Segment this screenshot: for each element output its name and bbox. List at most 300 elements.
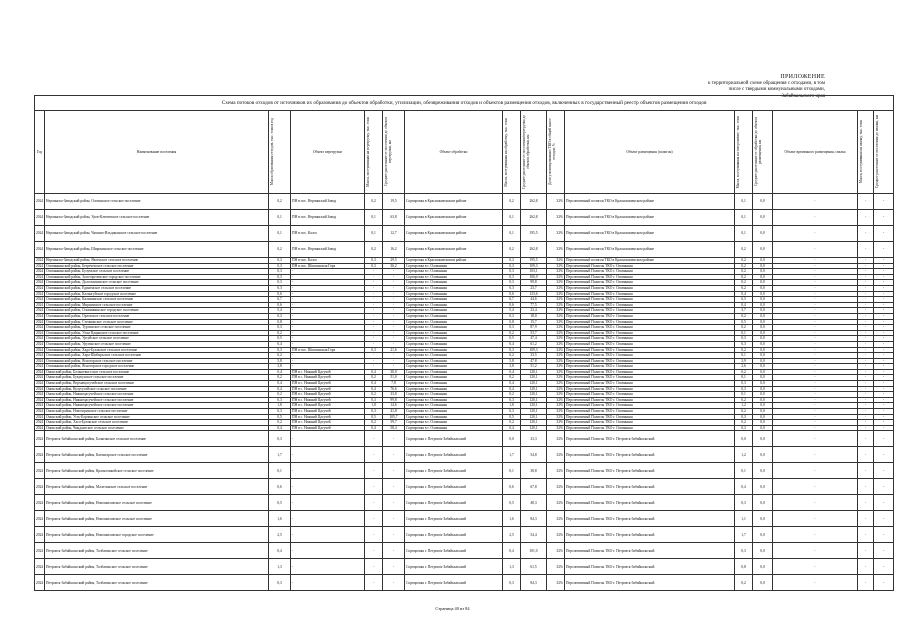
- cell-settlement: Ононский район, Чиндантское сельское поселение: [45, 425, 269, 431]
- cell-ddist: -: [874, 392, 894, 398]
- cell-tdist: -: [383, 358, 405, 364]
- cell-year: 2024: [36, 258, 44, 262]
- cell-tmass: 0,3: [365, 347, 383, 353]
- cell-ldist: 0,0: [753, 210, 773, 226]
- column-header: [858, 111, 874, 194]
- cell-year: 2024: [36, 341, 44, 346]
- cell-share: 32%: [547, 375, 565, 381]
- cell-dump: -: [773, 347, 858, 353]
- cell-ldist: 0,0: [753, 291, 773, 297]
- cell-settlement: Оловяннинский район, Степнинское сельское поселение: [45, 319, 269, 325]
- cell-transfer: -: [291, 559, 365, 575]
- table-row: [35, 463, 894, 479]
- cell-smass: 1,8: [503, 403, 521, 409]
- cell-dump: -: [773, 291, 858, 297]
- cell-ldist: 0,0: [753, 280, 773, 286]
- cell-share: 32%: [547, 341, 565, 347]
- cell-dump: -: [773, 431, 858, 447]
- cell-tmass: -: [365, 297, 383, 303]
- cell-transfer: -: [291, 575, 365, 591]
- cell-share: 32%: [547, 358, 565, 364]
- cell-smass: 0,4: [503, 381, 521, 387]
- cell-ldist: 0,0: [753, 397, 773, 403]
- cell-sorting: Сортировка в г. Оловянная: [405, 297, 503, 303]
- cell-dmass: -: [858, 285, 874, 291]
- cell-sdist: 61,2: [521, 341, 547, 347]
- cell-share: 32%: [547, 291, 565, 297]
- cell-dump: -: [773, 420, 858, 426]
- cell-tdist: -: [383, 280, 405, 286]
- cell-landfill: Перспективный Полигон ТКО г. Петровск-Забайкальский: [565, 479, 735, 495]
- cell-smass: 0,6: [503, 479, 521, 495]
- cell-settlement: Оловяннинский район, Единенское сельское поселение: [45, 285, 269, 291]
- cell-dmass: -: [858, 347, 874, 353]
- cell-smass: 0,1: [503, 463, 521, 479]
- cell-year: 2024: [36, 420, 44, 425]
- cell-sdist: 18,0: [521, 313, 547, 319]
- cell-lmass: 0,2: [735, 285, 753, 291]
- cell-dmass: -: [858, 511, 874, 527]
- cell-dump: -: [773, 425, 858, 431]
- cell-sorting: Сортировка в г. Оловянная: [405, 364, 503, 370]
- cell-dump: -: [773, 226, 858, 242]
- cell-tmass: 0,2: [365, 194, 383, 210]
- cell-ldist: 0,0: [753, 319, 773, 325]
- cell-landfill: Перспективный Полигон ТКО г. Петровск-Забайкальский: [565, 527, 735, 543]
- column-header-label: Масса, поступившая на перегрузку, тыс. тонн: [366, 117, 370, 187]
- cell-settlement: Петровск-Забайкальский район, Толбагинское сельское поселение: [45, 559, 269, 575]
- cell-mass: 1,6: [269, 511, 291, 527]
- cell-tmass: -: [365, 463, 383, 479]
- cell-settlement: Ононский район, Усть-Борзинское сельское поселение: [45, 414, 269, 420]
- cell-transfer: -: [291, 325, 365, 331]
- cell-tdist: 41,8: [383, 409, 405, 415]
- cell-year: 2024: [35, 226, 45, 242]
- cell-settlement: Оловяннинский район, Хара-Шибирьское сельское поселение: [45, 353, 269, 359]
- table-row: [35, 226, 894, 242]
- table-row: [35, 242, 894, 258]
- cell-dump: -: [773, 313, 858, 319]
- cell-transfer: -: [291, 358, 365, 364]
- cell-dump: -: [773, 319, 858, 325]
- cell-tmass: -: [365, 511, 383, 527]
- cell-settlement: Оловяннинский район, Безреченское сельское поселение: [45, 263, 269, 269]
- cell-mass: 0,4: [269, 386, 291, 392]
- cell-tdist: 51,0: [383, 375, 405, 381]
- cell-settlement: Оловяннинский район, Уртуйское сельское поселение: [45, 336, 269, 342]
- cell-year: 2024: [36, 336, 44, 341]
- cell-transfer: ПН в пос. Нерчинский Завод: [291, 210, 365, 226]
- header-line-2: числе с твердыми коммунальными отходами,: [728, 87, 825, 92]
- cell-tdist: -: [383, 447, 405, 463]
- cell-sorting: Сортировка в г. Оловянная: [405, 403, 503, 409]
- cell-dump: -: [773, 397, 858, 403]
- cell-mass: 0,2: [269, 392, 291, 398]
- column-header: [565, 111, 735, 194]
- cell-tmass: -: [365, 353, 383, 359]
- cell-dmass: -: [858, 226, 874, 242]
- cell-share: 32%: [547, 543, 565, 559]
- cell-settlement: Нерчинско-Заводский район, Олочинское сельское поселение: [45, 194, 269, 210]
- cell-sdist: 51,2: [521, 364, 547, 370]
- cell-dmass: -: [858, 263, 874, 269]
- cell-ldist: 0,0: [753, 258, 773, 264]
- cell-smass: 0,2: [503, 375, 521, 381]
- cell-ddist: -: [874, 511, 894, 527]
- cell-ddist: -: [874, 403, 894, 409]
- cell-share: 32%: [547, 463, 565, 479]
- cell-dmass: -: [858, 543, 874, 559]
- column-header: [753, 111, 773, 194]
- cell-sorting: Сортировка в г. Оловянная: [405, 425, 503, 431]
- cell-settlement: Оловяннинский район, Ясногорское сельское поселение: [45, 358, 269, 364]
- cell-mass: 0,3: [269, 258, 291, 264]
- cell-year: 2024: [35, 210, 45, 226]
- cell-settlement: Ононский район, Букукунское сельское поселение: [45, 375, 269, 381]
- cell-smass: 0,4: [503, 543, 521, 559]
- cell-dump: -: [773, 308, 858, 314]
- cell-sdist: 262,8: [521, 194, 547, 210]
- cell-tdist: -: [383, 285, 405, 291]
- cell-year: 2024: [35, 527, 45, 543]
- cell-dmass: -: [858, 414, 874, 420]
- cell-ldist: 0,0: [753, 330, 773, 336]
- cell-share: 32%: [547, 527, 565, 543]
- cell-dump: -: [773, 392, 858, 398]
- cell-ldist: 0,0: [753, 511, 773, 527]
- cell-tmass: -: [365, 575, 383, 591]
- cell-sdist: 53,7: [521, 330, 547, 336]
- cell-ldist: 0,0: [753, 263, 773, 269]
- cell-landfill: Перспективный Полигон ТКО г. Оловянная: [565, 392, 735, 398]
- cell-landfill: Перспективный Полигон ТКО г. Оловянная: [565, 364, 735, 370]
- cell-tdist: -: [383, 527, 405, 543]
- cell-settlement: Петровск-Забайкальский район, Новопавловское сельское поселение: [45, 495, 269, 511]
- cell-dump: -: [773, 495, 858, 511]
- cell-ldist: 0,0: [753, 358, 773, 364]
- cell-dump: -: [773, 463, 858, 479]
- cell-sorting: Сортировка в г. Оловянная: [405, 302, 503, 308]
- cell-share: 32%: [547, 347, 565, 353]
- cell-sorting: Сортировка в г. Оловянная: [405, 409, 503, 415]
- cell-ddist: -: [874, 495, 894, 511]
- table-row: [35, 575, 894, 591]
- cell-mass: 0,3: [269, 274, 291, 280]
- cell-ddist: -: [874, 386, 894, 392]
- cell-dmass: -: [858, 358, 874, 364]
- cell-ldist: 0,0: [753, 495, 773, 511]
- cell-year: 2024: [36, 375, 44, 380]
- cell-smass: 0,3: [503, 313, 521, 319]
- cell-dump: -: [773, 414, 858, 420]
- cell-year: 2024: [36, 397, 44, 402]
- cell-share: 32%: [547, 336, 565, 342]
- table-row: [35, 447, 894, 463]
- cell-sdist: 106,9: [521, 274, 547, 280]
- cell-tmass: 0,1: [365, 210, 383, 226]
- column-header-label: Масса, поступившая на обработку, тыс. тонн: [504, 117, 508, 187]
- column-header-label: Год: [36, 149, 43, 154]
- cell-landfill: Перспективный Полигон ТКО г. Оловянная: [565, 397, 735, 403]
- cell-dump: -: [773, 381, 858, 387]
- cell-tdist: -: [383, 313, 405, 319]
- cell-mass: 0,3: [269, 347, 291, 353]
- cell-transfer: -: [291, 336, 365, 342]
- cell-mass: 5,8: [269, 358, 291, 364]
- cell-transfer: ПН в с. Нижний Цасучей: [291, 386, 365, 392]
- cell-sdist: 54,8: [521, 447, 547, 463]
- cell-share: 32%: [547, 414, 565, 420]
- cell-mass: 0,3: [269, 397, 291, 403]
- cell-ddist: -: [874, 353, 894, 359]
- column-header-label: Масса образования отходов, тыс. тонн в год: [270, 118, 274, 186]
- cell-sdist: 44,6: [521, 297, 547, 303]
- cell-dump: -: [773, 274, 858, 280]
- cell-lmass: 0,0: [735, 431, 753, 447]
- cell-smass: 0,3: [503, 397, 521, 403]
- cell-dmass: -: [858, 302, 874, 308]
- cell-smass: 0,6: [503, 302, 521, 308]
- cell-ldist: 0,0: [753, 527, 773, 543]
- cell-transfer: -: [291, 297, 365, 303]
- cell-ldist: 0,0: [753, 559, 773, 575]
- cell-landfill: Перспективный Полигон ТКО г. Оловянная: [565, 330, 735, 336]
- cell-ldist: 0,0: [753, 403, 773, 409]
- cell-landfill: Перспективный Полигон ТКО г. Оловянная: [565, 425, 735, 431]
- cell-mass: 1,8: [269, 403, 291, 409]
- column-header-label: Масса, поступившая на захоронение, тыс. тонн: [736, 115, 740, 189]
- cell-year: 2024: [36, 319, 44, 324]
- cell-dmass: -: [858, 559, 874, 575]
- cell-landfill: Перспективный Полигон ТКО г. Оловянная: [565, 313, 735, 319]
- cell-mass: 3,8: [269, 364, 291, 370]
- cell-transfer: -: [291, 319, 365, 325]
- cell-smass: 1,7: [503, 447, 521, 463]
- cell-tdist: -: [383, 431, 405, 447]
- cell-sdist: 54,4: [521, 527, 547, 543]
- cell-landfill: Перспективный Полигон ТКО г. Оловянная: [565, 420, 735, 426]
- column-header: [874, 111, 894, 194]
- cell-settlement: Ононский район, Нижнецасучейское сельское поселение: [45, 403, 269, 409]
- cell-smass: 0,2: [503, 353, 521, 359]
- cell-share: 32%: [547, 280, 565, 286]
- cell-year: 2024: [35, 575, 45, 591]
- cell-year: 2024: [36, 425, 44, 430]
- cell-tdist: -: [383, 269, 405, 275]
- cell-ldist: 0,0: [753, 381, 773, 387]
- cell-landfill: Перспективный Полигон ТКО г. Петровск-Забайкальский: [565, 495, 735, 511]
- cell-mass: 0,2: [269, 420, 291, 426]
- cell-ddist: -: [874, 425, 894, 431]
- cell-ddist: -: [874, 575, 894, 591]
- cell-dmass: -: [858, 369, 874, 375]
- cell-ddist: -: [874, 381, 894, 387]
- cell-tdist: 105,7: [383, 414, 405, 420]
- cell-share: 32%: [547, 313, 565, 319]
- cell-mass: 0,6: [269, 479, 291, 495]
- cell-dmass: -: [858, 403, 874, 409]
- cell-ddist: -: [874, 559, 894, 575]
- cell-tmass: 0,3: [365, 409, 383, 415]
- column-header: [291, 111, 365, 194]
- cell-smass: 0,4: [503, 425, 521, 431]
- cell-sorting: Сортировка в г. Оловянная: [405, 313, 503, 319]
- header-line-1: к территориальной схеме обращения с отходами, в том: [708, 80, 825, 86]
- cell-dmass: -: [858, 575, 874, 591]
- cell-dump: -: [773, 375, 858, 381]
- cell-tmass: 0,3: [365, 258, 383, 264]
- cell-ldist: 0,0: [753, 364, 773, 370]
- cell-sdist: 33,5: [521, 353, 547, 359]
- cell-ddist: -: [874, 341, 894, 347]
- cell-landfill: Перспективный Полигон ТКО г. Оловянная: [565, 325, 735, 331]
- cell-sorting: Сортировка в г. Оловянная: [405, 353, 503, 359]
- cell-mass: 0,3: [269, 575, 291, 591]
- cell-tmass: -: [365, 325, 383, 331]
- cell-ldist: 0,0: [753, 336, 773, 342]
- cell-tmass: -: [365, 308, 383, 314]
- cell-settlement: Ононский район, Нижнецасучейское сельское поселение: [45, 397, 269, 403]
- cell-tdist: -: [383, 274, 405, 280]
- cell-landfill: Перспективный Полигон ТКО г. Оловянная: [565, 341, 735, 347]
- cell-share: 32%: [547, 263, 565, 269]
- cell-landfill: Перспективный Полигон ТКО г. Оловянная: [565, 414, 735, 420]
- cell-tmass: -: [365, 495, 383, 511]
- cell-dmass: -: [858, 425, 874, 431]
- cell-ddist: -: [874, 242, 894, 258]
- cell-lmass: 0,1: [735, 375, 753, 381]
- cell-tmass: 0,1: [365, 226, 383, 242]
- cell-sdist: 120,1: [521, 375, 547, 381]
- cell-mass: 0,3: [269, 280, 291, 286]
- cell-sorting: Сортировка г. Петровск-Забайкальский: [405, 511, 503, 527]
- cell-landfill: Перспективный Полигон ТКО г. Петровск-Забайкальский: [565, 543, 735, 559]
- cell-tdist: -: [383, 319, 405, 325]
- cell-year: 2024: [36, 302, 44, 307]
- cell-smass: 0,2: [503, 242, 521, 258]
- table-caption: Схема потоков отходов от источников их образования до объектов обработки, утилизации, обезвреживания отходов и объектов размещения отходов, включенных в государственный реестр объектов размещения отходов: [35, 96, 894, 111]
- cell-tmass: -: [365, 291, 383, 297]
- cell-sorting: Сортировка в г. Оловянная: [405, 308, 503, 314]
- cell-transfer: ПН в пос. Нерчинский Завод: [291, 242, 365, 258]
- cell-ldist: 0,0: [753, 375, 773, 381]
- cell-sdist: 120,1: [521, 409, 547, 415]
- cell-mass: 0,2: [269, 242, 291, 258]
- cell-share: 32%: [547, 381, 565, 387]
- cell-tdist: -: [383, 330, 405, 336]
- cell-share: 32%: [547, 397, 565, 403]
- page-number: Страница 40 из 84: [435, 606, 470, 611]
- cell-landfill: Перспективный Полигон ТКО г. Оловянная: [565, 280, 735, 286]
- cell-sdist: 262,8: [521, 242, 547, 258]
- cell-smass: 0,1: [503, 226, 521, 242]
- cell-dump: -: [773, 479, 858, 495]
- cell-settlement: Оловяннинский район, Мирнинское сельское поселение: [45, 302, 269, 308]
- cell-landfill: Перспективный Полигон ТКО г. Оловянная: [565, 369, 735, 375]
- cell-transfer: -: [291, 353, 365, 359]
- column-header-label: Объект обработки: [439, 149, 468, 154]
- cell-settlement: Нерчинско-Заводский район, Чашино-Ильдиканское сельское поселение: [45, 226, 269, 242]
- cell-dump: -: [773, 447, 858, 463]
- cell-lmass: 1,1: [735, 511, 753, 527]
- cell-lmass: 1,7: [735, 527, 753, 543]
- cell-mass: 0,2: [269, 330, 291, 336]
- cell-sorting: Сортировка в Краснокаменском районе: [405, 226, 503, 242]
- cell-dump: -: [773, 403, 858, 409]
- cell-lmass: 0,5: [735, 297, 753, 303]
- cell-lmass: 0,2: [735, 313, 753, 319]
- cell-smass: 0,2: [503, 392, 521, 398]
- cell-sorting: Сортировка в г. Оловянная: [405, 347, 503, 353]
- cell-year: 2024: [35, 559, 45, 575]
- appendix-title: ПРИЛОЖЕНИЕ: [780, 74, 825, 80]
- cell-tdist: 12,7: [383, 226, 405, 242]
- cell-ddist: -: [874, 364, 894, 370]
- cell-tdist: 59,7: [383, 420, 405, 426]
- cell-mass: 0,1: [269, 210, 291, 226]
- cell-smass: 0,8: [503, 319, 521, 325]
- column-header-label: Объект перегрузки: [313, 149, 342, 154]
- cell-mass: 0,5: [269, 495, 291, 511]
- cell-tmass: -: [365, 559, 383, 575]
- cell-lmass: 0,4: [735, 302, 753, 308]
- cell-tmass: 1,8: [365, 403, 383, 409]
- cell-transfer: -: [291, 431, 365, 447]
- cell-tmass: -: [365, 302, 383, 308]
- cell-mass: 0,6: [269, 291, 291, 297]
- cell-sdist: 123,6: [521, 291, 547, 297]
- cell-transfer: -: [291, 291, 365, 297]
- cell-settlement: Петровск-Забайкальский район, Красночикойское сельское поселение: [45, 463, 269, 479]
- cell-share: 32%: [547, 194, 565, 210]
- cell-landfill: Перспективный Полигон ТКО г. Оловянная: [565, 409, 735, 415]
- cell-smass: 0,2: [503, 330, 521, 336]
- cell-share: 32%: [547, 285, 565, 291]
- cell-dump: -: [773, 330, 858, 336]
- cell-ddist: -: [874, 527, 894, 543]
- cell-year: 2024: [35, 194, 45, 210]
- cell-ldist: 0,0: [753, 420, 773, 426]
- cell-smass: 0,3: [503, 285, 521, 291]
- cell-dmass: -: [858, 258, 874, 264]
- cell-ddist: -: [874, 369, 894, 375]
- cell-year: 2024: [36, 347, 44, 352]
- cell-landfill: Перспективный полигон ТКО в Краснокаменском районе: [565, 258, 735, 264]
- cell-dmass: -: [858, 420, 874, 426]
- cell-sorting: Сортировка в г. Оловянная: [405, 291, 503, 297]
- cell-tmass: -: [365, 280, 383, 286]
- cell-lmass: 0,2: [735, 575, 753, 591]
- cell-sorting: Сортировка в Краснокаменском районе: [405, 242, 503, 258]
- cell-transfer: ПН в пос. Калга: [291, 258, 365, 264]
- cell-tdist: 36,2: [383, 263, 405, 269]
- cell-dmass: -: [858, 341, 874, 347]
- cell-landfill: Перспективный Полигон ТКО г. Оловянная: [565, 285, 735, 291]
- cell-transfer: -: [291, 495, 365, 511]
- cell-lmass: 0,2: [735, 325, 753, 331]
- cell-dmass: -: [858, 431, 874, 447]
- cell-ddist: -: [874, 336, 894, 342]
- cell-mass: 0,1: [269, 463, 291, 479]
- cell-mass: 0,2: [269, 375, 291, 381]
- cell-sorting: Сортировка в г. Оловянная: [405, 274, 503, 280]
- cell-smass: 0,4: [503, 369, 521, 375]
- cell-tdist: 14,6: [383, 403, 405, 409]
- cell-tdist: -: [383, 341, 405, 347]
- cell-sorting: Сортировка г. Петровск-Забайкальский: [405, 495, 503, 511]
- cell-lmass: 3,9: [735, 358, 753, 364]
- cell-year: 2024: [35, 479, 45, 495]
